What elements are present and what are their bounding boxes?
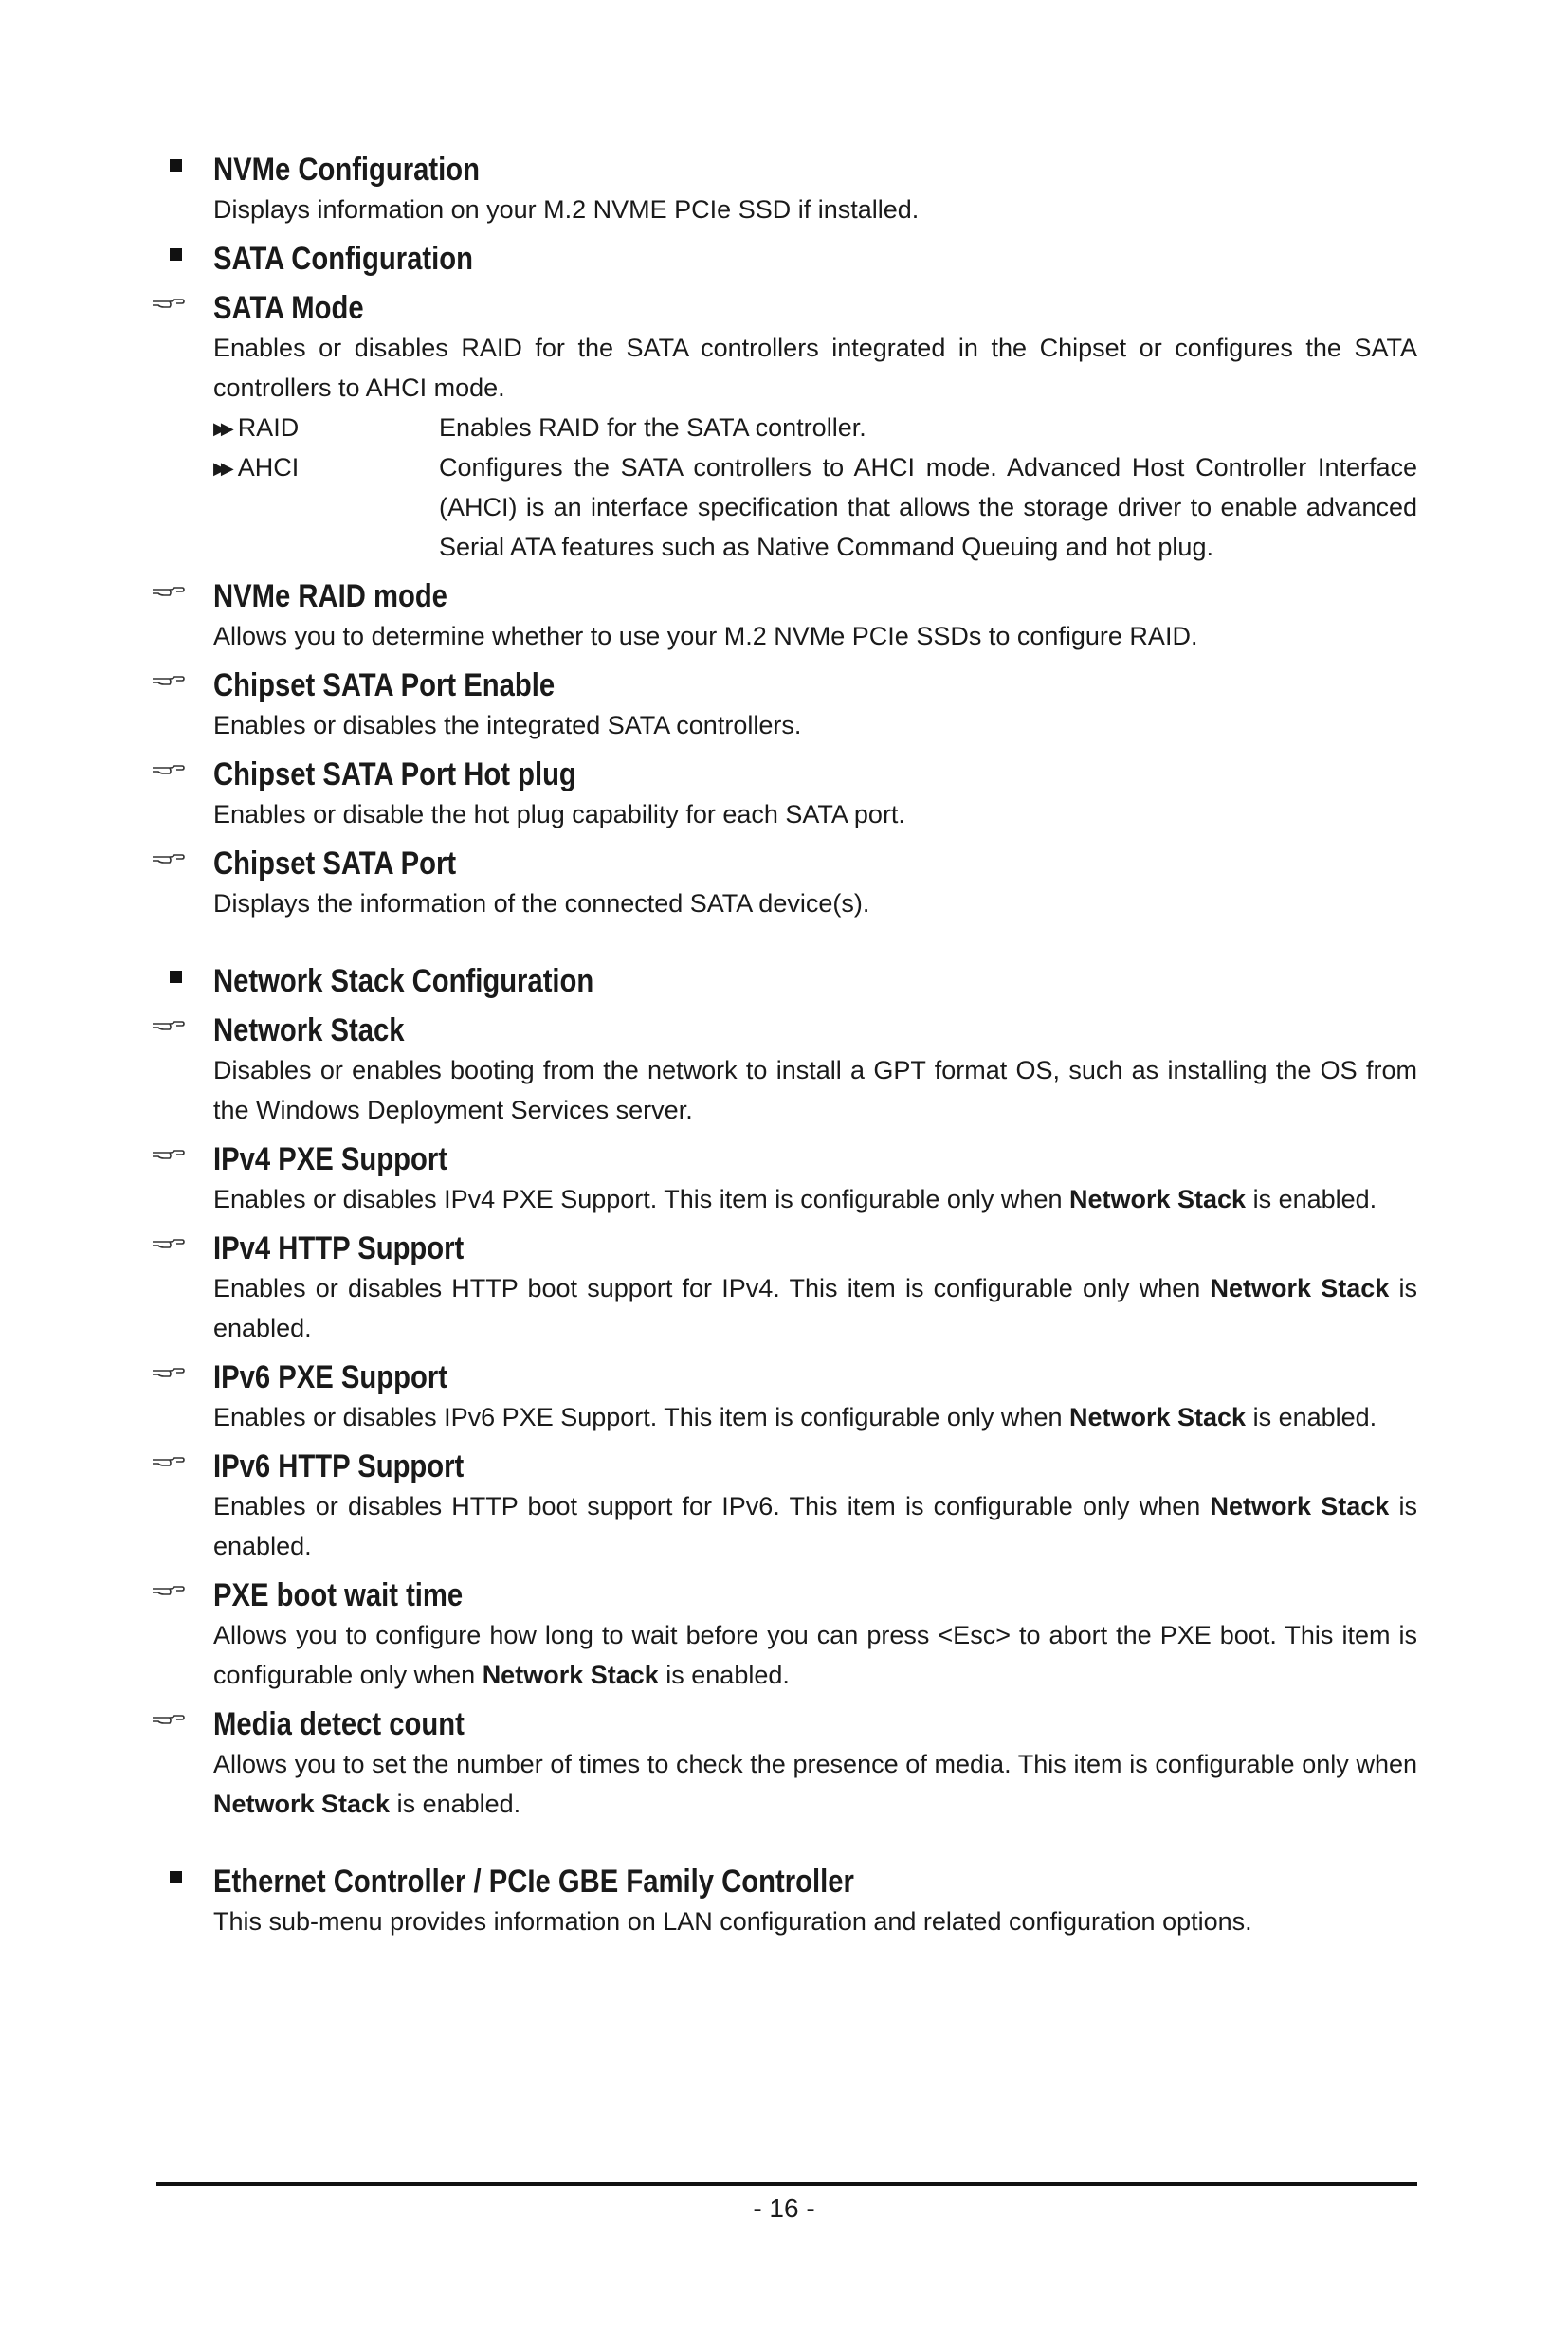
section-nvme-configuration (156, 150, 1417, 229)
section-ethernet-controller (156, 1862, 1417, 1941)
pointing-hand-icon (151, 760, 189, 779)
item-heading: Network Stack (213, 1012, 405, 1048)
section-heading: NVMe Configuration (213, 152, 481, 188)
pointing-hand-icon (151, 1016, 189, 1035)
item-heading: Chipset SATA Port (213, 846, 457, 882)
network-stack-reference: Network Stack (213, 1790, 391, 1818)
square-bullet-icon (156, 1871, 194, 1888)
item-description: Enables or disables IPv6 PXE Support. This item is configurable only when Network Stack is enabled. (213, 1403, 1377, 1431)
square-bullet-icon (156, 159, 194, 176)
section-description: This sub-menu provides information on LAN configuration and related configuration options. (213, 1907, 1252, 1936)
item-pxe-boot-wait-time (156, 1575, 1417, 1695)
square-bullet-icon (156, 248, 194, 265)
item-description: Enables or disable the hot plug capability for each SATA port. (213, 800, 905, 828)
footer-divider (156, 2182, 1417, 2186)
page-number: - 16 - (753, 2193, 815, 2223)
item-nvme-raid-mode (156, 576, 1417, 656)
item-description: Allows you to configure how long to wait before you can press <Esc> to abort the PXE boot. This item is configurable only when Network Stack is enabled. (213, 1621, 1417, 1689)
page-content (156, 150, 1417, 1941)
section-network-stack-configuration (156, 961, 1417, 1001)
pointing-hand-icon (151, 671, 189, 690)
network-stack-reference: Network Stack (482, 1661, 659, 1689)
section-heading: SATA Configuration (213, 241, 473, 277)
option-ahci (213, 447, 1417, 567)
item-heading: IPv6 PXE Support (213, 1359, 447, 1395)
option-description: Enables RAID for the SATA controller. (439, 413, 866, 442)
item-sata-mode (156, 288, 1417, 567)
pointing-hand-icon (151, 1363, 189, 1382)
item-description: Allows you to determine whether to use your M.2 NVMe PCIe SSDs to configure RAID. (213, 622, 1198, 650)
item-description: Displays the information of the connected SATA device(s). (213, 889, 870, 918)
item-description: Enables or disables HTTP boot support for IPv6. This item is configurable only when Network Stack is enabled. (213, 1492, 1418, 1560)
option-description: Configures the SATA controllers to AHCI mode. Advanced Host Controller Interface (AHCI) is an interface specification that allows the storage driver to enable advanced Serial ATA features such as Native Command Queuing and hot plug. (439, 453, 1417, 561)
section-description: Displays information on your M.2 NVME PCIe SSD if installed. (213, 195, 920, 224)
item-description: Enables or disables IPv4 PXE Support. This item is configurable only when Network Stack is enabled. (213, 1185, 1377, 1213)
network-stack-reference: Network Stack (1210, 1492, 1390, 1520)
option-raid (213, 408, 1417, 447)
section-sata-configuration (156, 239, 1417, 279)
item-ipv6-pxe-support (156, 1357, 1417, 1437)
item-chipset-sata-port-hot-plug (156, 755, 1417, 834)
item-heading: SATA Mode (213, 290, 364, 326)
network-stack-reference: Network Stack (1210, 1274, 1390, 1302)
network-stack-reference: Network Stack (1068, 1403, 1247, 1431)
item-description: Enables or disables RAID for the SATA controllers integrated in the Chipset or configures the SATA controllers to AHCI mode. (213, 334, 1417, 402)
option-name: RAID (237, 413, 300, 442)
item-description: Enables or disables the integrated SATA controllers. (213, 711, 802, 739)
double-arrow-icon: ▶▶ (213, 419, 228, 438)
item-ipv4-http-support (156, 1228, 1417, 1348)
item-ipv4-pxe-support (156, 1139, 1417, 1219)
double-arrow-icon: ▶▶ (213, 459, 228, 478)
pointing-hand-icon (151, 1710, 189, 1729)
item-heading: Chipset SATA Port Enable (213, 667, 556, 703)
item-media-detect-count (156, 1704, 1417, 1824)
pointing-hand-icon (151, 582, 189, 601)
item-chipset-sata-port (156, 844, 1417, 923)
item-heading: Media detect count (213, 1706, 465, 1742)
item-ipv6-http-support (156, 1447, 1417, 1566)
item-description: Enables or disables HTTP boot support for IPv4. This item is configurable only when Network Stack is enabled. (213, 1274, 1418, 1342)
pointing-hand-icon (151, 1145, 189, 1164)
item-description: Allows you to set the number of times to check the presence of media. This item is configurable only when Network Stack is enabled. (213, 1750, 1417, 1818)
item-description: Disables or enables booting from the network to install a GPT format OS, such as installing the OS from the Windows Deployment Services server. (213, 1056, 1417, 1124)
item-heading: IPv6 HTTP Support (213, 1448, 465, 1484)
pointing-hand-icon (151, 849, 189, 868)
pointing-hand-icon (151, 1452, 189, 1471)
option-name: AHCI (237, 453, 300, 482)
item-heading: Chipset SATA Port Hot plug (213, 756, 576, 792)
item-heading: IPv4 PXE Support (213, 1141, 447, 1177)
item-heading: IPv4 HTTP Support (213, 1230, 465, 1266)
section-heading: Ethernet Controller / PCIe GBE Family Controller (213, 1864, 854, 1900)
item-chipset-sata-port-enable (156, 665, 1417, 745)
square-bullet-icon (156, 971, 194, 988)
item-heading: NVMe RAID mode (213, 578, 447, 614)
pointing-hand-icon (151, 294, 189, 313)
pointing-hand-icon (151, 1234, 189, 1253)
item-heading: PXE boot wait time (213, 1577, 464, 1613)
pointing-hand-icon (151, 1581, 189, 1600)
network-stack-reference: Network Stack (1068, 1185, 1247, 1213)
section-heading: Network Stack Configuration (213, 963, 594, 999)
item-network-stack (156, 1010, 1417, 1130)
